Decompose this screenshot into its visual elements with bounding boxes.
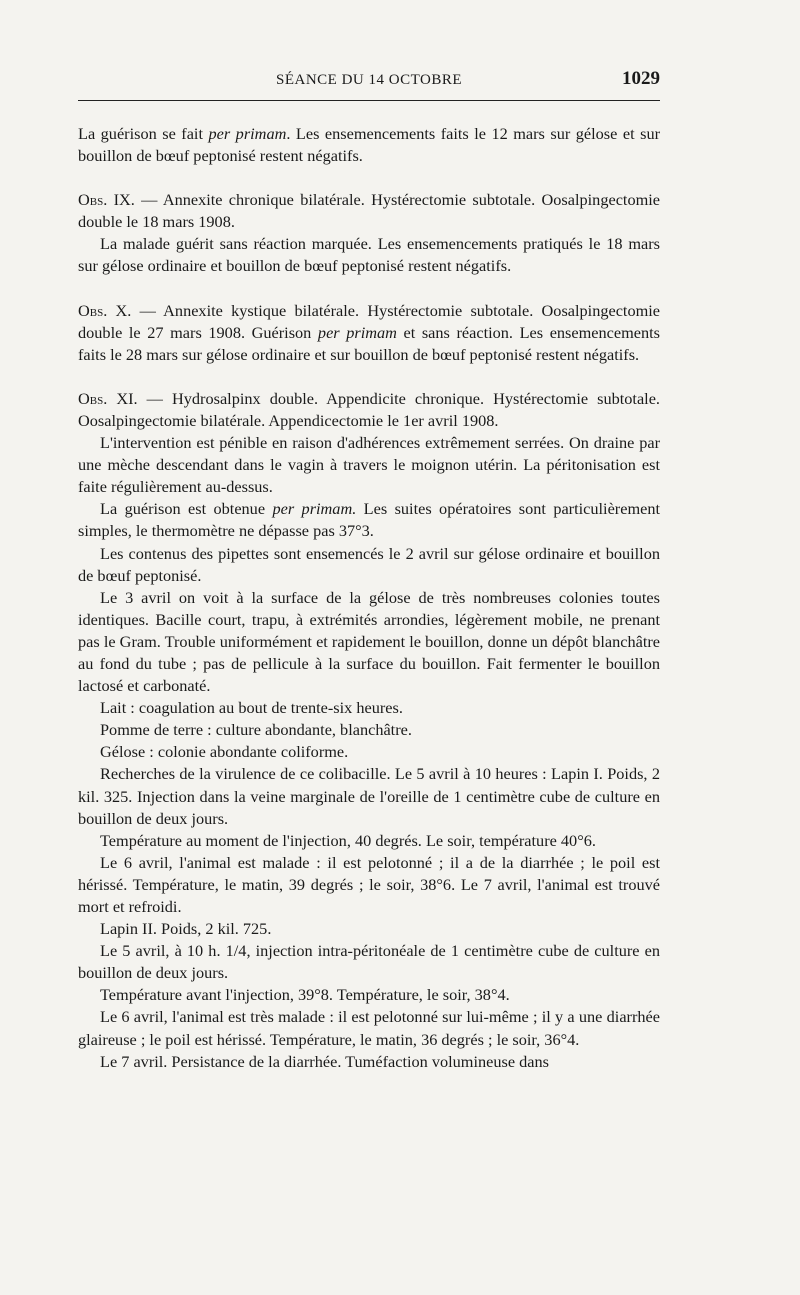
running-title: SÉANCE DU 14 OCTOBRE: [276, 72, 462, 88]
paragraph: [78, 432, 660, 498]
text-run: Le 3 avril on voit à la surface de la gélose de très nombreuses colonies toutes identiques. Bacille court, trapu, à extrémités arrondies, légèrement mobile, ne prenant pas le Gram. Trouble uniformément et rapidement le bouillon, donne un dépôt blanchâtre au fond du tube ; pas de pellicule à la surface du bouillon. Fait fermenter le bouillon lactosé et carbonaté.: [78, 587, 660, 696]
page-number: 1029: [622, 68, 660, 89]
paragraph: [78, 984, 660, 1006]
paragraph: [78, 233, 660, 277]
paragraph: [78, 763, 660, 829]
text-run: — Annexite kystique bilatérale. Hystérectomie subtotale. Oosalpingectomie double le 27 mars 1908. Guérison: [78, 300, 661, 342]
italic-text: per primam: [317, 322, 397, 342]
text-run: Recherches de la virulence de ce colibacille. Le 5 avril à 10 heures : Lapin I. Poids, 2 kil. 325. Injection dans la veine marginale de l'oreille de 1 centimètre cube de culture en bouillon de deux jours.: [78, 764, 660, 828]
text-run: Le 6 avril, l'animal est malade : il est pelotonné ; il a de la diarrhée ; le poil est hérissé. Température, le matin, 39 degrés ; le soir, 38°6. Le 7 avril, l'animal est trouvé mort et refroidi.: [78, 852, 660, 916]
text-run: — Hydrosalpinx double. Appendicite chronique. Hystérectomie subtotale. Oosalpingectomie bilatérale. Appendicectomie le 1er avril 1908.: [78, 388, 661, 430]
paragraph: [78, 498, 660, 542]
observation-heading-paragraph: [78, 388, 660, 432]
text-run: Le 7 avril. Persistance de la diarrhée. Tuméfaction volumineuse dans: [100, 1051, 549, 1071]
article-body: [78, 123, 660, 1073]
text-run: L'intervention est pénible en raison d'adhérences extrêmement serrées. On draine par une mèche descendant dans le vagin à travers le moignon utérin. La péritonisation est faite régulièrement au-dessus.: [78, 433, 660, 497]
text-run: Le 6 avril, l'animal est très malade : il est pelotonné sur lui-même ; il y a une diarrhée glaireuse ; le poil est hérissé. Température, le matin, 36 degrés ; le soir, 36°4.: [78, 1007, 660, 1049]
text-run: . Les ensemencements faits le 12 mars sur gélose et sur bouillon de bœuf peptonisé restent négatifs.: [78, 124, 661, 166]
text-run: Température au moment de l'injection, 40 degrés. Le soir, température 40°6.: [100, 830, 596, 850]
text-run: Les contenus des pipettes sont ensemencés le 2 avril sur gélose ordinaire et bouillon de bœuf peptonisé.: [78, 543, 660, 585]
observation-label: Obs. X.: [78, 300, 132, 320]
paragraph: [78, 741, 660, 763]
paragraph: [78, 830, 660, 852]
paragraph-gap: [78, 167, 660, 189]
paragraph: [78, 940, 660, 984]
text-run: Les suites opératoires sont particulièrement simples, le thermomètre ne dépasse pas 37°3.: [78, 499, 660, 541]
paragraph: [78, 587, 660, 697]
running-header: [78, 60, 660, 101]
paragraph: [78, 918, 660, 940]
observation-label: Obs. XI.: [78, 388, 138, 408]
observation-heading-paragraph: [78, 300, 660, 366]
text-run: La guérison est obtenue: [100, 499, 273, 519]
paragraph: [78, 543, 660, 587]
italic-text: per primam.: [272, 499, 357, 519]
text-run: La guérison se fait: [78, 124, 209, 143]
italic-text: per primam: [208, 124, 287, 143]
paragraph: [78, 697, 660, 719]
text-run: Température avant l'injection, 39°8. Température, le soir, 38°4.: [100, 985, 510, 1005]
text-run: — Annexite chronique bilatérale. Hystérectomie subtotale. Oosalpingectomie double le 18 mars 1908.: [78, 190, 660, 232]
text-run: et sans réaction. Les ensemencements faits le 28 mars sur gélose ordinaire et sur bouillon de bœuf peptonisé restent négatifs.: [78, 322, 660, 364]
paragraph: [78, 123, 660, 167]
paragraph: [78, 719, 660, 741]
page: [78, 60, 660, 1073]
observation-heading-paragraph: [78, 189, 660, 233]
text-run: Pomme de terre : culture abondante, blanchâtre.: [100, 720, 412, 740]
text-run: La malade guérit sans réaction marquée. Les ensemencements pratiqués le 18 mars sur gélose ordinaire et bouillon de bœuf peptonisé restent négatifs.: [78, 234, 660, 276]
text-run: Le 5 avril, à 10 h. 1/4, injection intra-péritonéale de 1 centimètre cube de culture en bouillon de deux jours.: [78, 941, 660, 983]
paragraph-gap: [78, 278, 660, 300]
paragraph: [78, 852, 660, 918]
paragraph-gap: [78, 366, 660, 388]
observation-label: Obs. IX.: [78, 190, 135, 210]
text-run: Gélose : colonie abondante coliforme.: [100, 742, 349, 762]
paragraph: [78, 1051, 660, 1073]
text-run: Lait : coagulation au bout de trente-six heures.: [100, 698, 403, 718]
text-run: Lapin II. Poids, 2 kil. 725.: [100, 919, 272, 939]
paragraph: [78, 1006, 660, 1050]
